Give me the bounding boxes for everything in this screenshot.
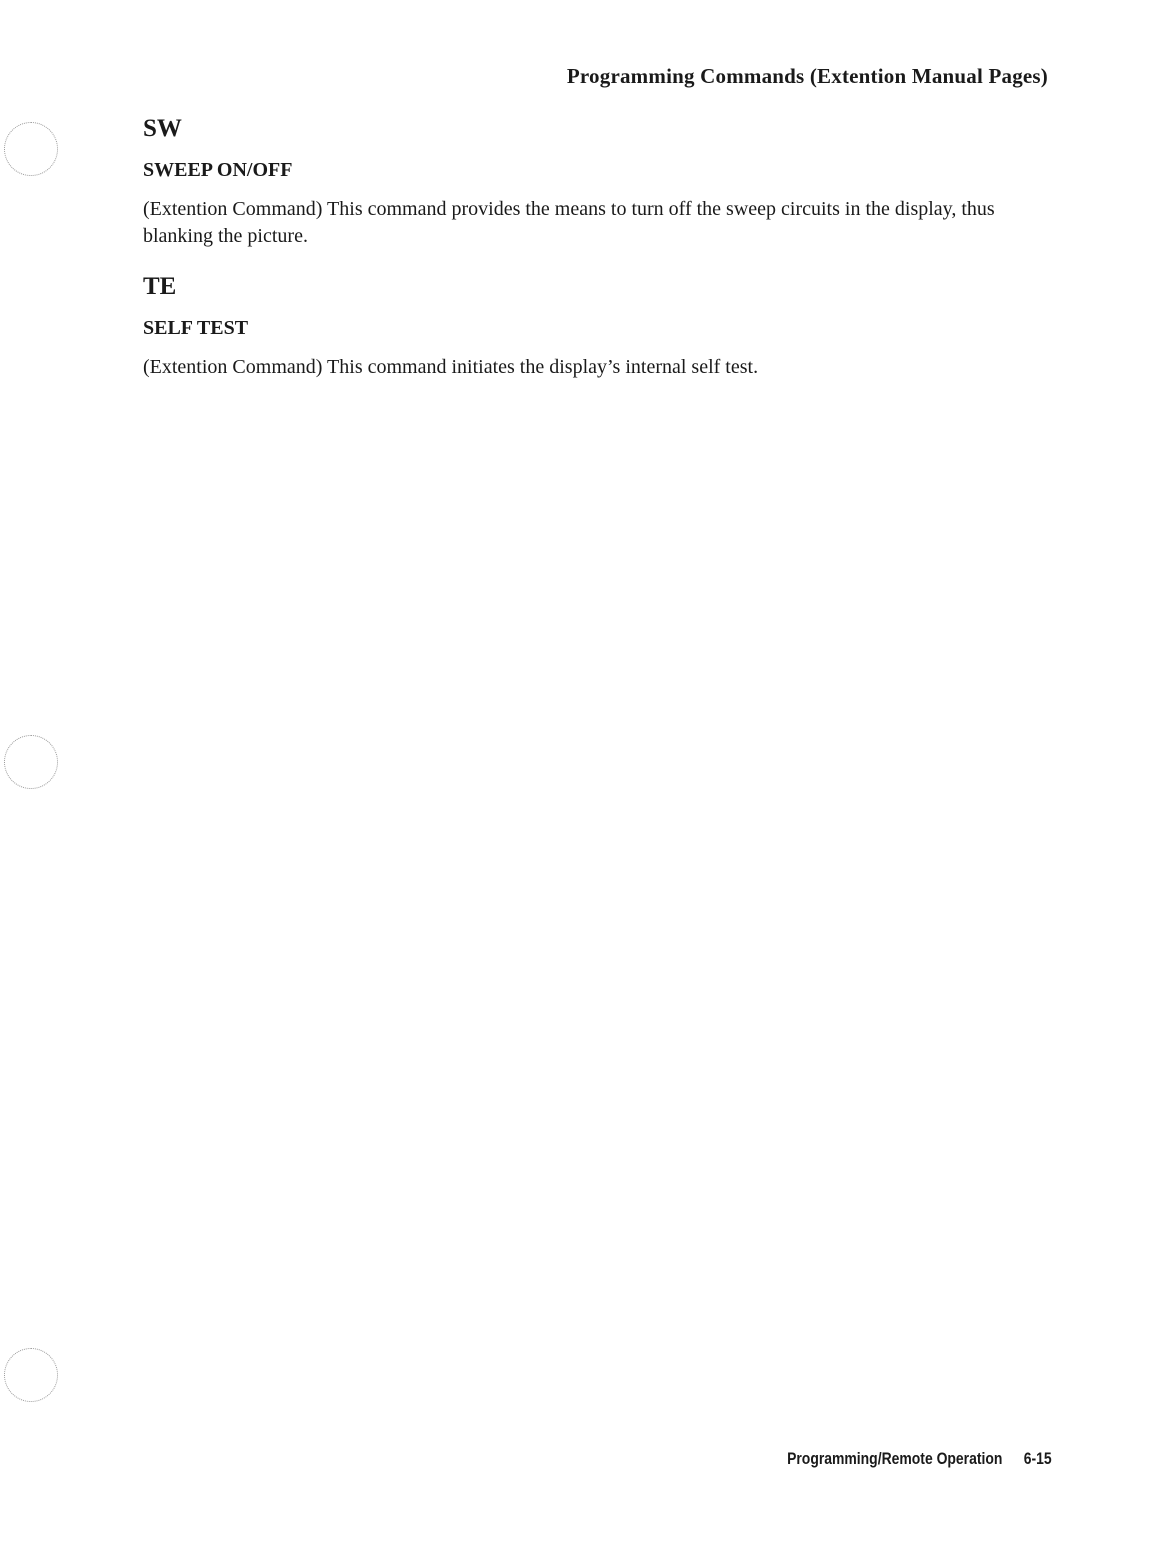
command-description: (Extention Command) This command provides the means to turn off the sweep circuits in the display, thus blanking the picture. bbox=[143, 198, 995, 247]
binder-hole-icon bbox=[4, 122, 58, 176]
binder-hole-icon bbox=[4, 735, 58, 789]
running-header: Programming Commands (Extention Manual Pages) bbox=[566, 64, 1048, 88]
footer-chapter: Programming/Remote Operation bbox=[787, 1449, 1003, 1468]
running-footer bbox=[787, 1449, 1052, 1469]
command-description: (Extention Command) This command initiates the display’s internal self test. bbox=[143, 356, 759, 378]
page-number: 6-15 bbox=[1024, 1449, 1052, 1468]
command-section-te bbox=[143, 272, 1043, 381]
command-title: SELF TEST bbox=[143, 317, 249, 339]
command-section-sw bbox=[143, 114, 1043, 250]
command-title: SWEEP ON/OFF bbox=[143, 159, 293, 181]
command-mnemonic: SW bbox=[143, 115, 182, 142]
command-mnemonic: TE bbox=[143, 273, 177, 300]
binder-hole-icon bbox=[4, 1348, 58, 1402]
